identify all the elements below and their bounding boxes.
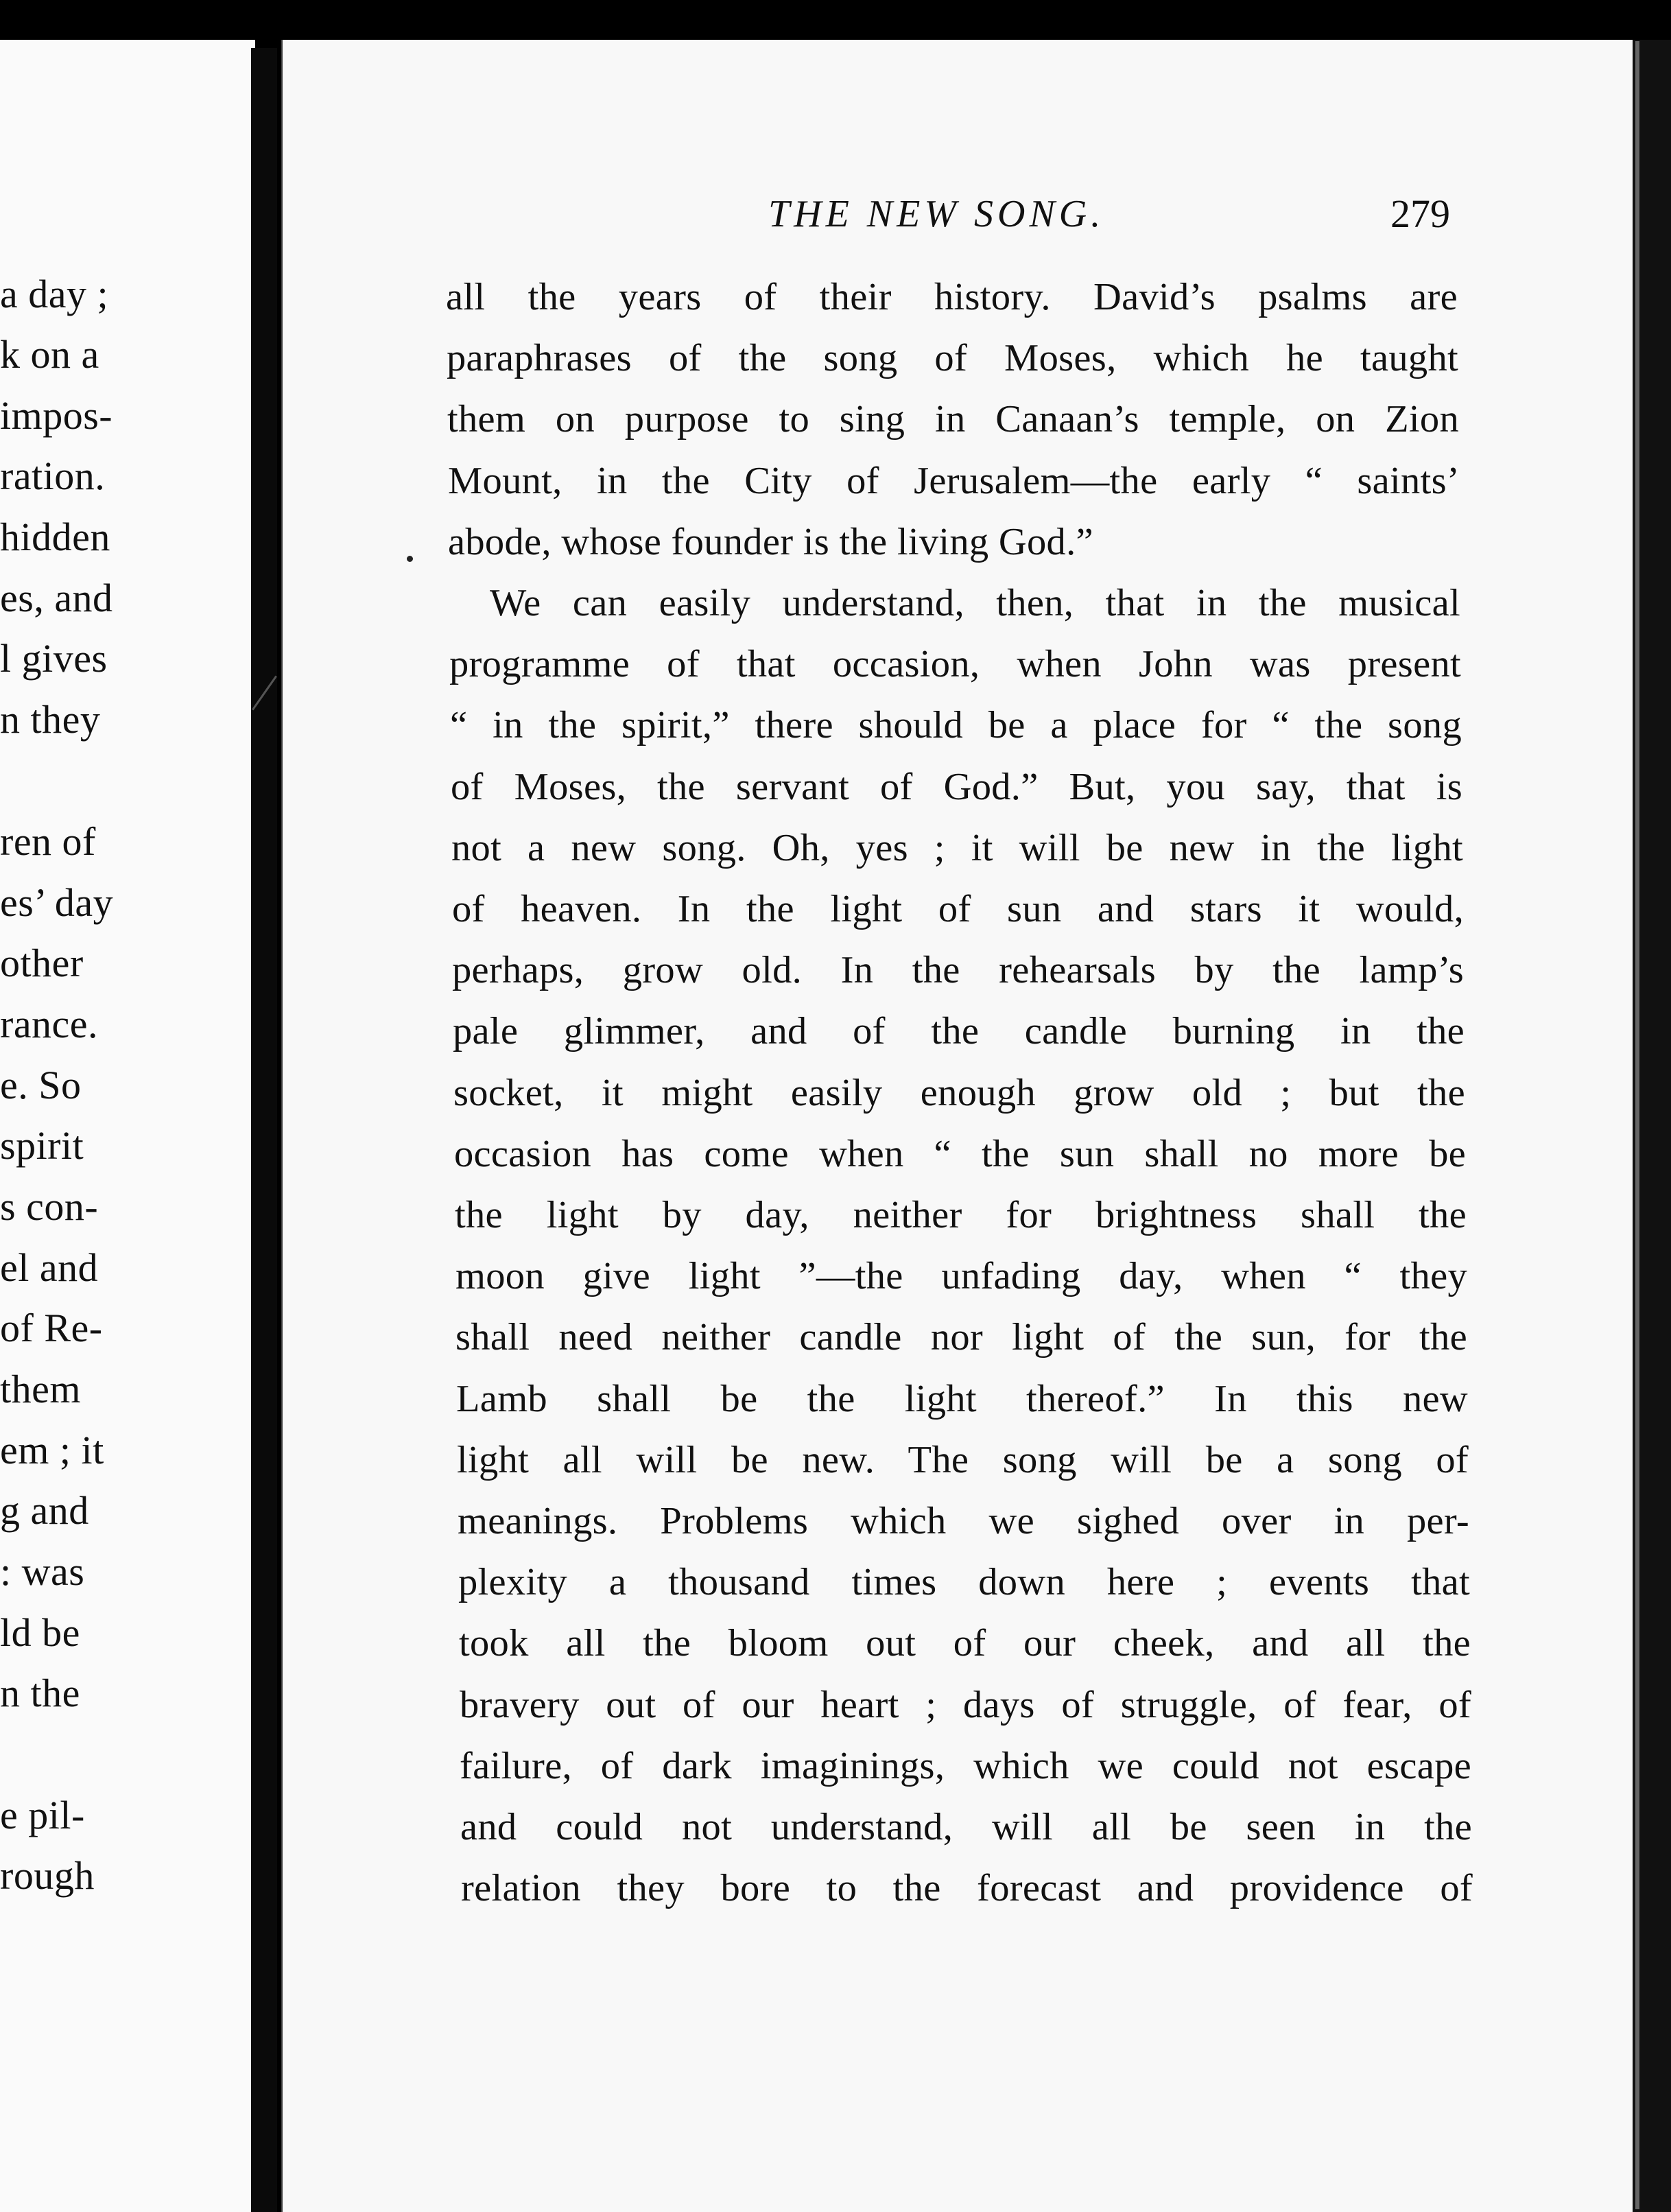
previous-page-line: them	[0, 1367, 81, 1411]
previous-page-line: em ; it	[0, 1428, 104, 1472]
text-line: shall need neither candle nor light of the sun, for the	[455, 1316, 1467, 1359]
text-line: “ in the spirit,” there should be a place for “ the song	[450, 704, 1462, 747]
previous-page-line: ren of	[0, 819, 96, 864]
previous-page-line: el and	[0, 1245, 99, 1290]
previous-page-line: n they	[0, 697, 101, 742]
text-line: programme of that occasion, when John was present	[449, 643, 1461, 686]
text-line: took all the bloom out of our cheek, and all the	[459, 1622, 1471, 1665]
margin-mark	[407, 556, 413, 562]
text-line: bravery out of our heart ; days of struggle, of fear, of	[460, 1683, 1471, 1726]
text-line: meanings. Problems which we sighed over in per-	[458, 1500, 1469, 1542]
text-line: light all will be new. The song will be a song of	[457, 1438, 1469, 1481]
previous-page-line: e. So	[0, 1063, 82, 1107]
previous-page-line: spirit	[0, 1123, 84, 1168]
text-line: plexity a thousand times down here ; events that	[458, 1561, 1470, 1604]
previous-page-line: impos-	[0, 393, 113, 438]
previous-page-line: e pil-	[0, 1793, 85, 1837]
previous-page-line: es’ day	[0, 880, 114, 925]
previous-page-line: rance.	[0, 1002, 99, 1046]
previous-page-line: of Re-	[0, 1306, 103, 1350]
text-line: pale glimmer, and of the candle burning in the	[453, 1010, 1465, 1053]
previous-page-line: n the	[0, 1671, 80, 1715]
previous-page-line: l gives	[0, 636, 108, 681]
book-gutter	[251, 48, 277, 2212]
text-line: relation they bore to the forecast and providence of	[461, 1867, 1473, 1910]
previous-page-line: rough	[0, 1853, 95, 1898]
previous-page-line: g and	[0, 1488, 89, 1533]
text-line: occasion has come when “ the sun shall no more be	[454, 1132, 1466, 1175]
text-line: them on purpose to sing in Canaan’s temple, on Zion	[447, 398, 1459, 441]
previous-page-fragment	[0, 40, 255, 2212]
text-line: and could not understand, will all be seen in the	[460, 1806, 1472, 1848]
text-line: abode, whose founder is the living God.”	[448, 520, 1093, 563]
previous-page-line: ld be	[0, 1610, 80, 1655]
previous-page-line: s con-	[0, 1184, 99, 1229]
text-line: of heaven. In the light of sun and stars it would,	[452, 888, 1464, 930]
text-line: We can easily understand, then, that in the musical	[490, 582, 1460, 624]
text-line: not a new song. Oh, yes ; it will be new in the light	[451, 826, 1463, 869]
previous-page-line: a day ;	[0, 272, 109, 316]
text-line: failure, of dark imaginings, which we could not escape	[460, 1744, 1471, 1787]
page-number: 279	[1390, 191, 1450, 236]
text-line: moon give light ”—the unfading day, when “ they	[455, 1255, 1467, 1298]
text-line: of Moses, the servant of God.” But, you say, that is	[451, 765, 1462, 808]
text-line: paraphrases of the song of Moses, which he taught	[447, 337, 1458, 380]
running-head: THE NEW SONG.	[768, 193, 1105, 235]
previous-page-line: ration.	[0, 454, 106, 498]
previous-page-line: : was	[0, 1549, 85, 1594]
text-line: all the years of their history. David’s psalms are	[446, 276, 1458, 318]
page-edge-line	[1635, 41, 1639, 2209]
previous-page-line: es, and	[0, 576, 113, 620]
text-line: Lamb shall be the light thereof.” In this new	[456, 1377, 1468, 1420]
previous-page-line: hidden	[0, 515, 110, 559]
text-line: the light by day, neither for brightness shall the	[455, 1194, 1467, 1236]
text-line: Mount, in the City of Jerusalem—the early “ saints’	[448, 459, 1460, 502]
previous-page-line: k on a	[0, 332, 99, 377]
previous-page-line: other	[0, 941, 84, 985]
text-line: socket, it might easily enough grow old ; but the	[453, 1071, 1465, 1114]
text-line: perhaps, grow old. In the rehearsals by the lamp’s	[452, 949, 1464, 992]
